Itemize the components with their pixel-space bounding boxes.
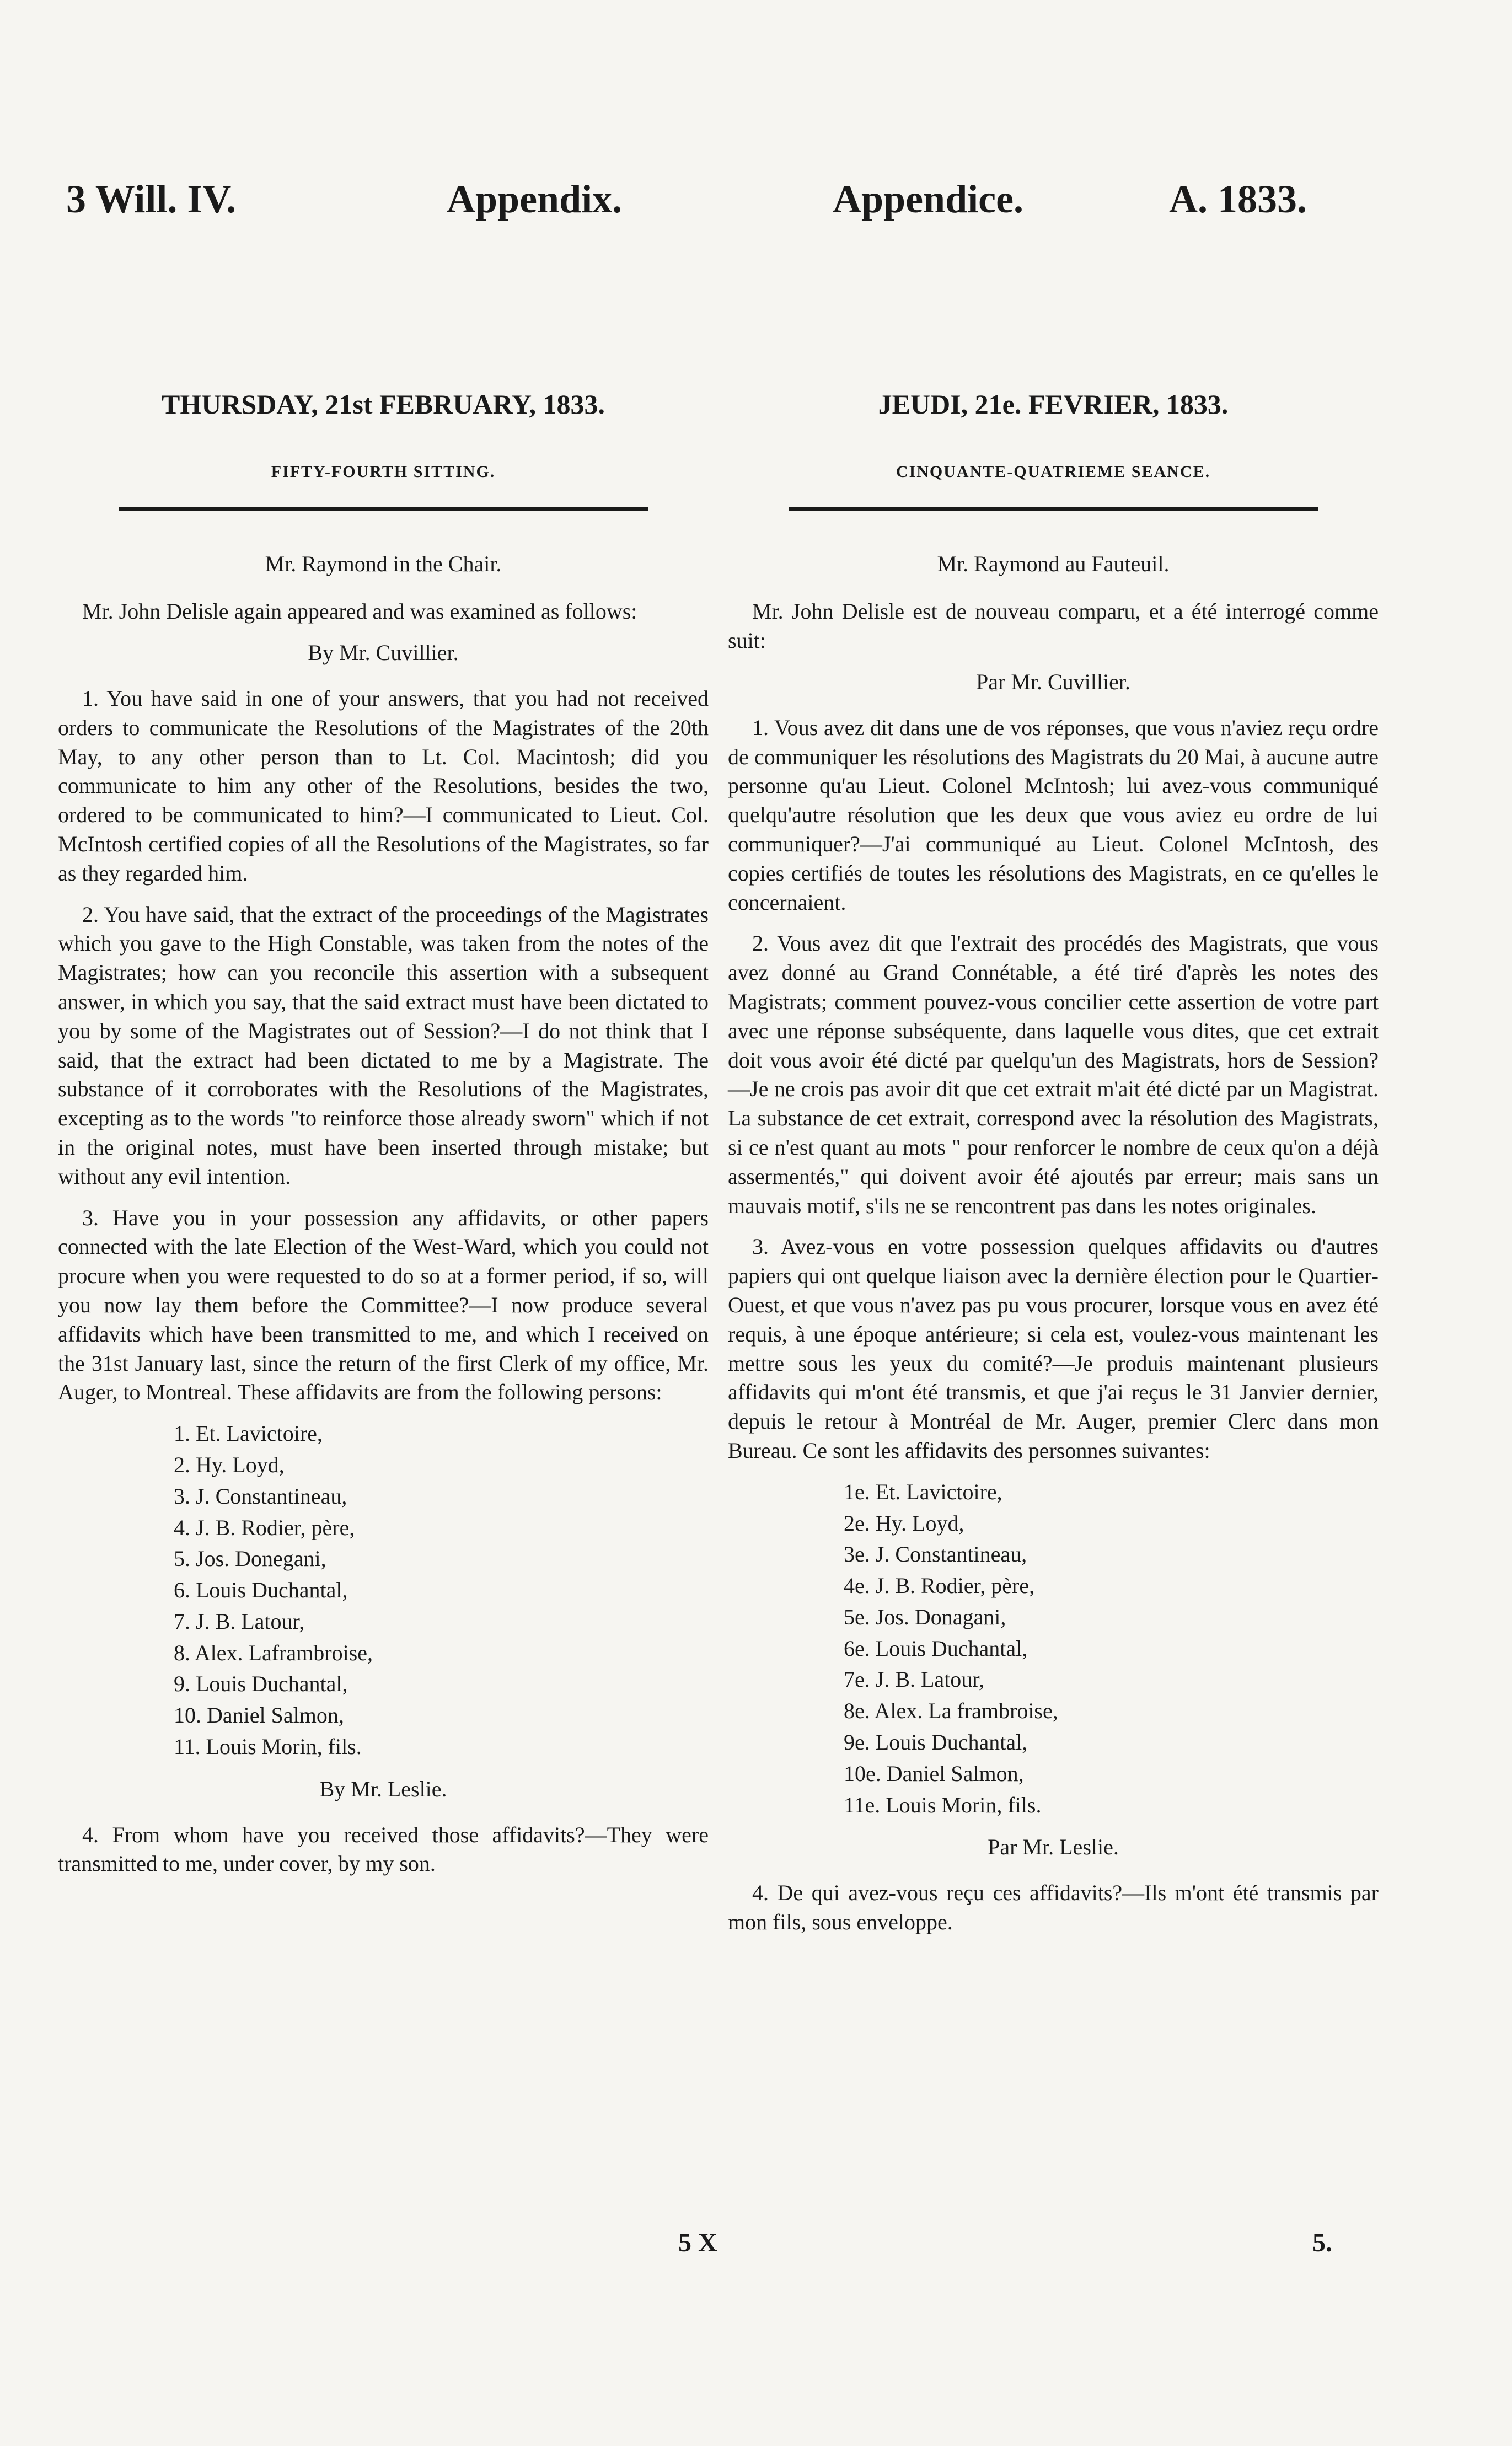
question-3: 3. Avez-vous en votre possession quelques affidavits ou d'autres papiers qui ont quelque liaison avec la dernière élection pour le Quartier-Ouest, et que vous n'avez pas pu vous procurer, lorsque vous en avez été requis, à une époque antérieure; si cela est, voulez-vous maintenant les mettre sous les yeux du comité?—Je produis maintenant plusieurs affidavits qui m'ont été transmis, et que j'ai reçus le 31 Janvier dernier, depuis le retour à Montréal de Mr. Auger, premier Clerc dans mon Bureau. Ce sont les affidavits des personnes suivantes: — [728, 1234, 1379, 1463]
question-1: 1. You have said in one of your answers, that you had not received orders to communicate the Resolutions of the Magistrates of the 20th May, to any other person than to Lt. Col. Macintosh; did you communicate to him any other of the Resolutions, besides the two, ordered to be communicated to him?—I communicated to Lieut. Col. McIntosh certified copies of all the Resolutions of the Magistrates, so far as they regarded him. — [58, 685, 709, 886]
list-item: 1. Et. Lavictoire, — [174, 1421, 323, 1446]
examiner-heading: By Mr. Leslie. — [319, 1776, 447, 1801]
question-4: 4. From whom have you received those affidavits?—They were transmitted to me, under cover, by my son. — [58, 1822, 709, 1876]
examiner-heading: Par Mr. Leslie. — [988, 1834, 1119, 1860]
list-item: 8. Alex. Laframbroise, — [174, 1640, 373, 1665]
question-3: 3. Have you in your possession any affidavits, or other papers connected with the late Election of the West-Ward, which you could not procure when you were requested to do so at a former period, if so, will you now lay them before the Committee?—I now produce several affidavits which have been transmitted to me, and which I received on the 31st January last, since the return of the first Clerk of my office, Mr. Auger, to Montreal. These affidavits are from the following persons: — [58, 1205, 709, 1405]
list-item: 6. Louis Duchantal, — [174, 1578, 348, 1603]
sitting-number: CINQUANTE-QUATRIEME SEANCE. — [896, 463, 1211, 481]
list-item: 7. J. B. Latour, — [174, 1608, 305, 1634]
examiner-heading: Par Mr. Cuvillier. — [976, 669, 1130, 694]
header-appendix-fr: Appendice. — [833, 177, 1024, 221]
list-item: 3e. J. Constantineau, — [844, 1542, 1027, 1567]
signature-mark: 5 X — [678, 2228, 717, 2257]
list-item: 7e. J. B. Latour, — [844, 1667, 985, 1692]
list-item: 9. Louis Duchantal, — [174, 1671, 348, 1697]
affidavit-list — [58, 1419, 709, 1762]
header-appendix-en: Appendix. — [447, 177, 623, 221]
chair-line: Mr. Raymond in the Chair. — [265, 551, 502, 576]
question-2: 2. You have said, that the extract of the proceedings of the Magistrates which you gave to the High Constable, was taken from the notes of the Magistrates; how can you reconcile this assertion with a subsequent answer, in which you say, that the said extract must have been dictated to you by some of the Magistrates out of Session?—I do not think that I said, that the extract had been dictated to me by a Magistrate. The substance of it corroborates with the Resolutions of the Magistrates, excepting as to the words "to reinforce those already sworn" which if not in the original notes, must have been inserted through mistake; but without any evil intention. — [58, 902, 709, 1189]
list-item: 2e. Hy. Loyd, — [844, 1510, 964, 1536]
list-item: 10. Daniel Salmon, — [174, 1703, 344, 1728]
question-2: 2. Vous avez dit que l'extrait des procédés des Magistrats, que vous avez donné au Grand Connétable, a été tiré d'après les notes des Magistrats; comment pouvez-vous concilier cette assertion de votre part avec une réponse subséquente, dans laquelle vous dites, que cet extrait doit vous avoir été dicté par quelqu'un des Magistrats, hors de Session?—Je ne crois pas avoir dit que cet extrait m'ait été dicté par un Magistrat. La substance de cet extrait, correspond avec la résolution des Magistrats, si ce n'est quant au mots " pour renforcer le nombre de ceux qu'on a déjà assermentés," qui doivent avoir été ajoutés par erreur; mais sans un mauvais motif, s'ils ne se rencontrent pas dans les notes originales. — [728, 931, 1379, 1218]
page-header — [66, 176, 1351, 254]
list-item: 11. Louis Morin, fils. — [174, 1734, 362, 1760]
section-rule — [789, 507, 1318, 511]
question-1: 1. Vous avez dit dans une de vos réponses, que vous n'aviez reçu ordre de communiquer les résolutions des Magistrats du 20 Mai, à aucune autre personne qu'au Lieut. Colonel McIntosh; lui avez-vous communiqué quelqu'autre résolution que les deux que vous aviez eu ordre de lui communiquer?—J'ai communiqué au Lieut. Colonel McIntosh, des copies certifiés de toutes les résolutions des Magistrats, en ce qu'elles le concernaient. — [728, 715, 1379, 915]
list-item: 11e. Louis Morin, fils. — [844, 1792, 1042, 1817]
list-item: 8e. Alex. La frambroise, — [844, 1698, 1058, 1724]
list-item: 5. Jos. Donegani, — [174, 1546, 326, 1571]
header-session: 3 Will. IV. — [66, 177, 237, 221]
french-column — [728, 386, 1379, 1949]
section-rule — [119, 507, 648, 511]
list-item: 4e. J. B. Rodier, père, — [844, 1573, 1035, 1599]
intro-paragraph: Mr. John Delisle again appeared and was examined as follows: — [82, 599, 637, 624]
english-column — [58, 386, 709, 1891]
list-item: 4. J. B. Rodier, père, — [174, 1515, 355, 1540]
page-number: 5. — [1312, 2228, 1332, 2257]
list-item: 9e. Louis Duchantal, — [844, 1730, 1028, 1755]
sitting-number: FIFTY-FOURTH SITTING. — [271, 463, 496, 481]
list-item: 3. J. Constantineau, — [174, 1483, 347, 1509]
list-item: 10e. Daniel Salmon, — [844, 1761, 1024, 1786]
affidavit-list — [728, 1478, 1379, 1820]
list-item: 2. Hy. Loyd, — [174, 1452, 285, 1477]
list-item: 1e. Et. Lavictoire, — [844, 1479, 1002, 1504]
intro-paragraph: Mr. John Delisle est de nouveau comparu, et a été interrogé comme suit: — [728, 599, 1379, 653]
sitting-date: JEUDI, 21e. FEVRIER, 1833. — [878, 389, 1229, 420]
chair-line: Mr. Raymond au Fauteuil. — [937, 551, 1170, 576]
list-item: 6e. Louis Duchantal, — [844, 1635, 1028, 1661]
sitting-date: THURSDAY, 21st FEBRUARY, 1833. — [162, 389, 605, 420]
page-footer — [0, 2228, 1512, 2283]
list-item: 5e. Jos. Donagani, — [844, 1604, 1006, 1629]
header-year: A. 1833. — [1169, 177, 1307, 221]
examiner-heading: By Mr. Cuvillier. — [308, 640, 459, 666]
question-4: 4. De qui avez-vous reçu ces affidavits?—Ils m'ont été transmis par mon fils, sous enveloppe. — [728, 1880, 1379, 1935]
